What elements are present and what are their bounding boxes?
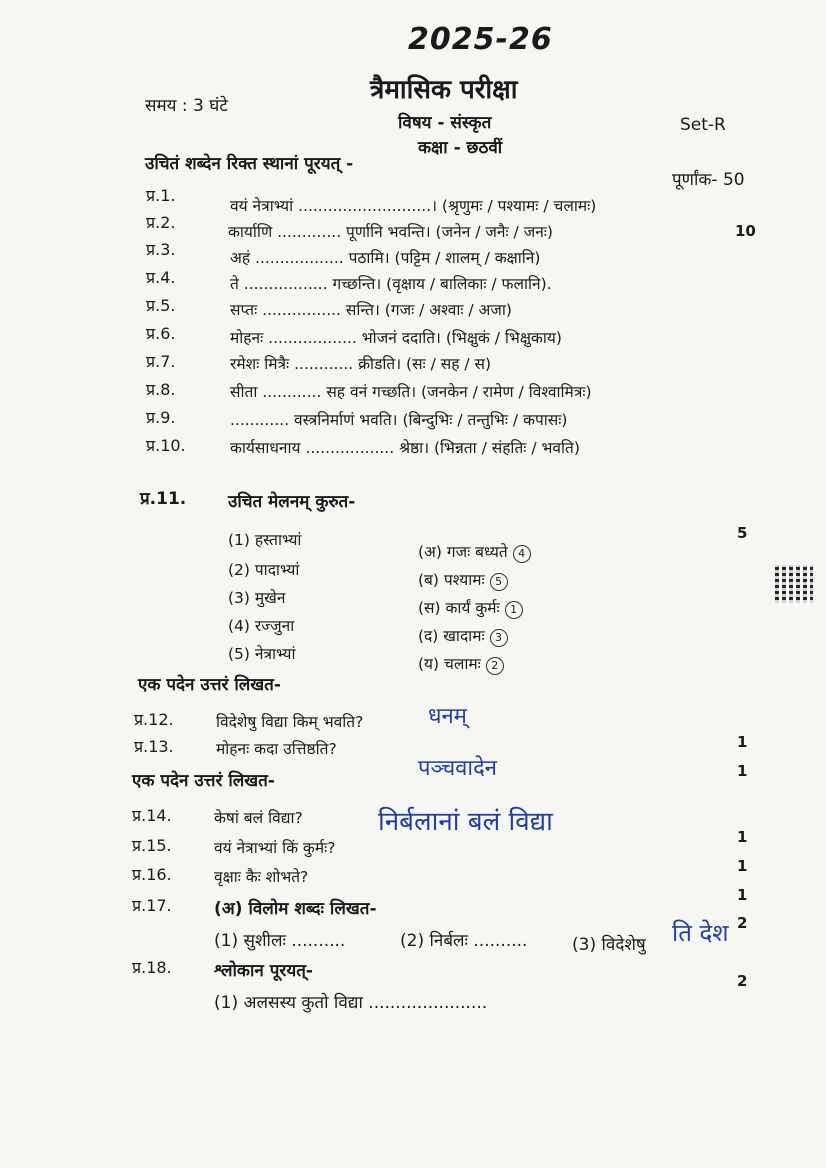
handwritten-answer: ति देश bbox=[672, 919, 729, 947]
question-marks: 1 bbox=[737, 857, 748, 875]
q18-number: प्र.18. bbox=[132, 958, 172, 977]
question-text: वयं नेत्राभ्यां किं कुर्मः? bbox=[214, 839, 336, 857]
question-text: विदेशेषु विद्या किम् भवति? bbox=[216, 713, 364, 731]
question-number: प्र.13. bbox=[134, 737, 174, 756]
question-number: प्र.5. bbox=[146, 296, 176, 315]
exam-subject: विषय - संस्कृत bbox=[398, 113, 492, 133]
exam-year: 2025-26 bbox=[408, 22, 553, 57]
question-number: प्र.1. bbox=[146, 186, 176, 205]
section2-heading: एक पदेन उत्तरं लिखत- bbox=[138, 675, 281, 695]
handwritten-answer: निर्बलानां बलं विद्या bbox=[378, 807, 553, 837]
match-left-item: (5) नेत्राभ्यां bbox=[228, 645, 296, 663]
question-text: ते ................. गच्छन्ति। (वृक्षाय / बालिकाः / फलानि). bbox=[230, 275, 552, 293]
match-right-text: (अ) गजः बध्यते bbox=[418, 543, 508, 561]
match-left-item: (3) मुखेन bbox=[228, 589, 286, 607]
antonym-item: (2) निर्बलः .......... bbox=[400, 931, 528, 951]
question-text: मोहनः .................. भोजनं ददाति। (भिक्षुकं / भिक्षुकाय) bbox=[230, 329, 562, 347]
match-right-item bbox=[418, 540, 531, 563]
question-number: प्र.9. bbox=[146, 408, 176, 427]
section1-heading: उचितं शब्देन रिक्त स्थानां पूरयत् - bbox=[145, 154, 354, 174]
match-right-item bbox=[418, 596, 523, 619]
question-text: अहं .................. पठामि। (पट्टिम / शालम् / कक्षानि) bbox=[230, 249, 541, 267]
handwritten-answer: पञ्चवादेन bbox=[418, 756, 498, 781]
section3-heading: एक पदेन उत्तरं लिखत- bbox=[132, 771, 275, 791]
match-right-item bbox=[418, 568, 508, 591]
exam-title: त्रैमासिक परीक्षा bbox=[370, 75, 518, 105]
set-label: Set-R bbox=[680, 115, 726, 135]
match-right-text: (ब) पश्यामः bbox=[418, 571, 485, 589]
q11-marks: 5 bbox=[737, 524, 748, 542]
match-right-text: (य) चलामः bbox=[418, 655, 481, 673]
question-text: केषां बलं विद्या? bbox=[214, 809, 303, 827]
question-text: सीता ............ सह वनं गच्छति। (जनकेन / रामेण / विश्वामित्रः) bbox=[230, 383, 592, 401]
match-left-item: (2) पादाभ्यां bbox=[228, 561, 300, 579]
handwritten-answer: धनम् bbox=[428, 704, 467, 729]
question-number: प्र.7. bbox=[146, 352, 176, 371]
q11-number: प्र.11. bbox=[140, 489, 187, 509]
question-number: प्र.12. bbox=[134, 710, 174, 729]
match-right-text: (स) कार्यं कुर्मः bbox=[418, 599, 500, 617]
section1-marks: 10 bbox=[735, 222, 756, 240]
qr-code-icon bbox=[775, 565, 813, 603]
match-right-text: (द) खादामः bbox=[418, 627, 485, 645]
question-text: मोहनः कदा उत्तिष्ठति? bbox=[216, 740, 337, 758]
exam-time: समय : 3 घंटे bbox=[145, 96, 228, 116]
antonym-item: (1) सुशीलः .......... bbox=[214, 931, 346, 951]
q17-marks-b: 2 bbox=[737, 914, 748, 932]
match-left-item: (4) रज्जुना bbox=[228, 617, 295, 635]
question-number: प्र.10. bbox=[146, 436, 186, 455]
exam-class: कक्षा - छठवीं bbox=[418, 138, 503, 158]
match-answer: 2 bbox=[486, 657, 504, 675]
question-text: कार्यसाधनाय .................. श्रेष्ठा। (भिन्नता / संहतिः / भवति) bbox=[230, 439, 580, 457]
question-text: कार्याणि ............. पूर्णानि भवन्ति। (जनेन / जनैः / जनः) bbox=[228, 223, 553, 241]
question-text: सप्तः ................ सन्ति। (गजः / अश्वाः / अजा) bbox=[230, 301, 512, 319]
question-number: प्र.3. bbox=[146, 240, 176, 259]
question-number: प्र.14. bbox=[132, 806, 172, 825]
question-marks: 1 bbox=[737, 733, 748, 751]
question-number: प्र.15. bbox=[132, 836, 172, 855]
question-text: रमेशः मित्रैः ............ क्रीडति। (सः / सह / स) bbox=[230, 355, 492, 373]
match-left-item: (1) हस्ताभ्यां bbox=[228, 531, 302, 549]
shloka-line: (1) अलसस्य कुतो विद्या ...................... bbox=[214, 993, 488, 1013]
antonym-item: (3) विदेशेषु bbox=[572, 935, 646, 955]
match-answer: 5 bbox=[490, 573, 508, 591]
match-answer: 1 bbox=[505, 601, 523, 619]
q18-marks: 2 bbox=[737, 972, 748, 990]
q17-heading: (अ) विलोम शब्दः लिखत- bbox=[214, 899, 377, 919]
question-text: ............ वस्त्रनिर्माणं भवति। (बिन्दुभिः / तन्तुभिः / कपासः) bbox=[230, 411, 568, 429]
question-marks: 1 bbox=[737, 828, 748, 846]
question-number: प्र.4. bbox=[146, 268, 176, 287]
q11-heading: उचित मेलनम् कुरुत- bbox=[228, 492, 356, 512]
match-right-item bbox=[418, 652, 504, 675]
match-answer: 4 bbox=[513, 545, 531, 563]
question-number: प्र.2. bbox=[146, 213, 176, 232]
question-text: वृक्षाः कैः शोभते? bbox=[214, 868, 309, 886]
question-number: प्र.16. bbox=[132, 865, 172, 884]
q17-number: प्र.17. bbox=[132, 896, 172, 915]
total-marks: पूर्णांक- 50 bbox=[672, 170, 745, 190]
q18-heading: श्लोकान पूरयत्- bbox=[214, 961, 313, 981]
q17-marks-a: 1 bbox=[737, 886, 748, 904]
match-answer: 3 bbox=[490, 629, 508, 647]
question-number: प्र.8. bbox=[146, 380, 176, 399]
question-text: वयं नेत्राभ्यां ...........................। (श्रृणुमः / पश्यामः / चलामः) bbox=[230, 197, 597, 215]
section3-marks: 1 bbox=[737, 762, 748, 780]
match-right-item bbox=[418, 624, 508, 647]
question-number: प्र.6. bbox=[146, 324, 176, 343]
